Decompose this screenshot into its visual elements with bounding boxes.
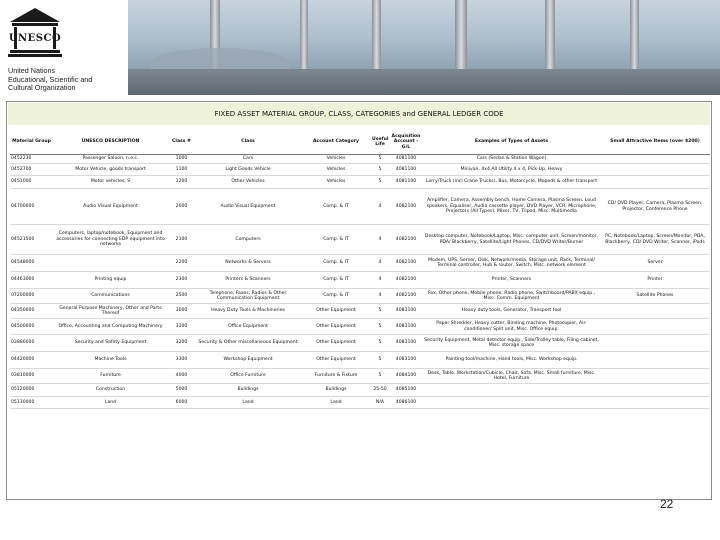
cell-gl-account: 4084100: [389, 369, 423, 384]
cell-class-number: 4000: [168, 369, 195, 384]
cell-small-attractive-items: PC, Notebook/Laptop, Screen/Monitor, PDA, Blackberry, CD/ DVD Writer, Scanner, iPods: [600, 225, 710, 255]
cell-useful-life: 5: [371, 304, 389, 319]
cell-material-group: 04700000: [10, 189, 53, 225]
cell-class: Heavy Duty Tools & Machineries: [195, 304, 301, 319]
cell-small-attractive-items: Satellite Phones: [600, 289, 710, 304]
cell-account-category: Vehicles: [301, 155, 371, 164]
cell-examples: Cars (Sedan & Station Wagon): [423, 155, 600, 164]
table-row: [10, 352, 710, 369]
cell-class: Workshop Equipment: [195, 352, 301, 369]
col-header-account-category: Account Category: [301, 130, 371, 155]
cell-small-attractive-items: [600, 369, 710, 384]
cell-unesco-description: Computers, laptop/notebook, Equipment and accessories for connecting EDP equipment into networks: [53, 225, 168, 255]
flagpole: [300, 0, 308, 72]
cell-examples: Desk, Table, Workstation/Cubicle, Chair, Sofa, Misc. Small furniture, Misc. Hotel, Furniture: [423, 369, 600, 384]
unesco-temple-logo: [8, 6, 62, 62]
cell-examples: Heavy duty tools, Generator, Transport tool: [423, 304, 600, 319]
cell-material-group: 04350000: [10, 304, 53, 319]
col-header-small-attractive-items: Small Attractive Items (over $200): [600, 130, 710, 155]
cell-class-number: 1100: [168, 164, 195, 176]
cell-useful-life: 5: [371, 319, 389, 335]
cell-material-group: 04463000: [10, 272, 53, 289]
cell-account-category: Vehicles: [301, 164, 371, 176]
col-header-class: Class: [195, 130, 301, 155]
cell-material-group: 0451000: [10, 176, 53, 189]
cell-gl-account: 4082100: [389, 225, 423, 255]
cell-material-group: 07200000: [10, 289, 53, 304]
cell-account-category: Other Equipment: [301, 304, 371, 319]
table-row: [10, 397, 710, 409]
cell-account-category: Buildings: [301, 384, 371, 397]
cell-unesco-description: Motor vehicles, S: [53, 176, 168, 189]
cell-account-category: Comp. & IT: [301, 289, 371, 304]
cell-class-number: 3300: [168, 352, 195, 369]
cell-unesco-description: Printing equip: [53, 272, 168, 289]
table-row: [10, 225, 710, 255]
cell-useful-life: 5: [371, 176, 389, 189]
cell-gl-account: 4082100: [389, 289, 423, 304]
cell-useful-life: 5: [371, 164, 389, 176]
table-title: FIXED ASSET MATERIAL GROUP, CLASS, CATEGORIES and GENERAL LEDGER CODE: [8, 103, 710, 125]
cell-class: Buildings: [195, 384, 301, 397]
cell-gl-account: 4086100: [389, 397, 423, 409]
cell-class: Cars: [195, 155, 301, 164]
cell-examples: Modem, UPS, Server, Disk, Network/media, Storage unit, Rack, Terminal/ Terminal controller, Hub & router, Switch, Misc. network element: [423, 255, 600, 272]
col-header-examples: Examples of Types of Assets: [423, 130, 600, 155]
cell-unesco-description: General Purpose Machinery, Other and Parts Thereof: [53, 304, 168, 319]
cell-useful-life: 5: [371, 335, 389, 352]
cell-gl-account: 4082100: [389, 189, 423, 225]
cell-account-category: Comp. & IT: [301, 255, 371, 272]
cell-unesco-description: [53, 255, 168, 272]
table-row: [10, 272, 710, 289]
cell-material-group: 04420000: [10, 352, 53, 369]
cell-small-attractive-items: [600, 164, 710, 176]
cell-gl-account: 4083100: [389, 304, 423, 319]
cell-small-attractive-items: [600, 176, 710, 189]
cell-useful-life: 25-50: [371, 384, 389, 397]
cell-useful-life: 4: [371, 189, 389, 225]
cell-small-attractive-items: [600, 335, 710, 352]
table-row: [10, 289, 710, 304]
cell-account-category: Land: [301, 397, 371, 409]
cell-class: Office Equipment: [195, 319, 301, 335]
header-banner: [0, 0, 720, 95]
table-row: [10, 384, 710, 397]
cell-useful-life: 4: [371, 289, 389, 304]
cell-material-group: 04500000: [10, 319, 53, 335]
cell-class-number: 2200: [168, 255, 195, 272]
cell-class-number: 2300: [168, 272, 195, 289]
cell-examples: Fax, Other phone, Mobile phone, Radio phone, Switchboard/PABX equip., Misc. Comm. Equipment: [423, 289, 600, 304]
cell-class: Audio Visual Equipment: [195, 189, 301, 225]
cell-class: Other Vehicles: [195, 176, 301, 189]
cell-small-attractive-items: [600, 319, 710, 335]
organization-line: Cultural Organization: [8, 83, 76, 93]
cell-useful-life: 5: [371, 155, 389, 164]
cell-small-attractive-items: [600, 304, 710, 319]
cell-unesco-description: Machine Tools: [53, 352, 168, 369]
cell-small-attractive-items: CD/ DVD Player, Camera, Plasma Screen, Projector, Conference Phone: [600, 189, 710, 225]
table-row: [10, 164, 710, 176]
cell-gl-account: 4085100: [389, 384, 423, 397]
cell-account-category: Other Equipment: [301, 335, 371, 352]
table-row: [10, 304, 710, 319]
col-header-class-number: Class #: [168, 130, 195, 155]
cell-unesco-description: Office, Accounting and Computing Machinery: [53, 319, 168, 335]
cell-examples: [423, 384, 600, 397]
cell-account-category: Vehicles: [301, 176, 371, 189]
cell-examples: Lorry/Truck (incl Crane Trucks), Bus, Motorcycle, Mopeds & other transport: [423, 176, 600, 189]
cell-class-number: 3100: [168, 319, 195, 335]
cell-gl-account: 4083100: [389, 352, 423, 369]
cell-class-number: 2500: [168, 289, 195, 304]
cell-material-group: 05120000: [10, 384, 53, 397]
cell-gl-account: 4081100: [389, 155, 423, 164]
cell-account-category: Comp. & IT: [301, 225, 371, 255]
cell-examples: Printer, Scanners: [423, 272, 600, 289]
cell-material-group: 03886000: [10, 335, 53, 352]
cell-class: Land: [195, 397, 301, 409]
page-number: 22: [660, 497, 674, 511]
cell-material-group: 0452700: [10, 164, 53, 176]
asset-classification-table: [10, 130, 710, 409]
col-header-useful-life: Useful Life: [371, 130, 389, 155]
cell-class: Computers: [195, 225, 301, 255]
cell-account-category: Other Equipment: [301, 319, 371, 335]
table-row: [10, 335, 710, 352]
cell-gl-account: 4083100: [389, 319, 423, 335]
cell-account-category: Furniture & Fixture: [301, 369, 371, 384]
cell-unesco-description: Furniture: [53, 369, 168, 384]
cell-class-number: 6000: [168, 397, 195, 409]
cell-gl-account: 4083100: [389, 335, 423, 352]
cell-examples: [423, 397, 600, 409]
cell-examples: Security Equipment, Metal detector equip., Side/Trolley table, Filing cabinet, Misc. storage space: [423, 335, 600, 352]
cell-unesco-description: Communications: [53, 289, 168, 304]
cell-gl-account: 4081100: [389, 176, 423, 189]
table-row: [10, 155, 710, 164]
cell-small-attractive-items: Printer: [600, 272, 710, 289]
cell-useful-life: 5: [371, 352, 389, 369]
cell-class-number: 1000: [168, 155, 195, 164]
cell-examples: Amplifier, Camera, Assembly bench, Home Camera, Plasma Screen, Loud speakers, Equaliser, Audio cassette player, DVD Player, VCR, Microphone, Projectors (All Types), Mixer, TV, Tripod, Misc. Multimedia: [423, 189, 600, 225]
cell-account-category: Comp. & IT: [301, 272, 371, 289]
table-row: [10, 189, 710, 225]
cell-small-attractive-items: [600, 397, 710, 409]
col-header-gl-account: Acquisition Account - G/L: [389, 130, 423, 155]
cell-gl-account: 4082100: [389, 255, 423, 272]
cell-class: Printers & Scanners: [195, 272, 301, 289]
table-row: [10, 255, 710, 272]
table-row: [10, 319, 710, 335]
cell-gl-account: 4082100: [389, 272, 423, 289]
cell-class: Networks & Servers: [195, 255, 301, 272]
cell-examples: Painting tool/machine, Hand tools, Misc. Workshop equip.: [423, 352, 600, 369]
cell-class-number: 2000: [168, 189, 195, 225]
cell-unesco-description: Security and Safety Equipment: [53, 335, 168, 352]
organization-name: [8, 67, 92, 93]
cell-useful-life: 4: [371, 272, 389, 289]
cell-small-attractive-items: [600, 384, 710, 397]
cell-material-group: 04548000: [10, 255, 53, 272]
cell-unesco-description: Passenger Saloon, n.e.c.: [53, 155, 168, 164]
cell-class-number: 3200: [168, 335, 195, 352]
cell-class-number: 3000: [168, 304, 195, 319]
col-header-unesco-description: UNESCO DESCRIPTION: [53, 130, 168, 155]
cell-account-category: Comp. & IT: [301, 189, 371, 225]
cell-examples: Desktop computer, Notebook/Laptop, Misc. computer unit, Screen/monitor, PDA/ Blackberry, Satellite/Light Phones, CD/DVD Writer/Burner: [423, 225, 600, 255]
cell-class-number: 1200: [168, 176, 195, 189]
cell-useful-life: 5: [371, 369, 389, 384]
cell-material-group: 0452230: [10, 155, 53, 164]
cell-examples: Paper Shredder, Heavy cutter, Binding machine, Photocopier, Air-conditioner/ Split unit, Misc. Office equip.: [423, 319, 600, 335]
organization-line: Educational, Scientific and: [8, 74, 93, 84]
cell-class: Telephone, Faxes, Radios & Other Communication Equipment: [195, 289, 301, 304]
table-header-row: [10, 130, 710, 155]
cell-useful-life: N/A: [371, 397, 389, 409]
cell-useful-life: 4: [371, 225, 389, 255]
cell-gl-account: 4081100: [389, 164, 423, 176]
cell-class-number: 2100: [168, 225, 195, 255]
cell-small-attractive-items: Server: [600, 255, 710, 272]
cell-class-number: 5000: [168, 384, 195, 397]
cell-examples: Minivan, 4x4 All Utility 4 x 4, Pick-Up, Heavy: [423, 164, 600, 176]
table-row: [10, 176, 710, 189]
table-row: [10, 369, 710, 384]
organization-line: United Nations: [8, 66, 56, 75]
cell-material-group: 05130000: [10, 397, 53, 409]
cell-account-category: Other Equipment: [301, 352, 371, 369]
cell-unesco-description: Audio Visual Equipment: [53, 189, 168, 225]
logo-wordmark: UNESCO: [8, 33, 62, 44]
cell-class: Light Goods Vehicle: [195, 164, 301, 176]
cell-class: Office Furniture: [195, 369, 301, 384]
cell-unesco-description: Land: [53, 397, 168, 409]
logo-panel: [0, 0, 128, 95]
cell-unesco-description: Motor Vehicle, goods transport: [53, 164, 168, 176]
cell-material-group: 04521500: [10, 225, 53, 255]
cell-unesco-description: Construction: [53, 384, 168, 397]
cell-class: Security & Other miscellaneous Equipment: [195, 335, 301, 352]
col-header-material-group: Material Group: [10, 130, 53, 155]
flagpole: [630, 0, 639, 76]
cell-useful-life: 4: [371, 255, 389, 272]
asset-table-sheet: [6, 101, 712, 500]
cell-material-group: 03810000: [10, 369, 53, 384]
flagpole: [545, 0, 555, 80]
cell-small-attractive-items: [600, 155, 710, 164]
cell-small-attractive-items: [600, 352, 710, 369]
